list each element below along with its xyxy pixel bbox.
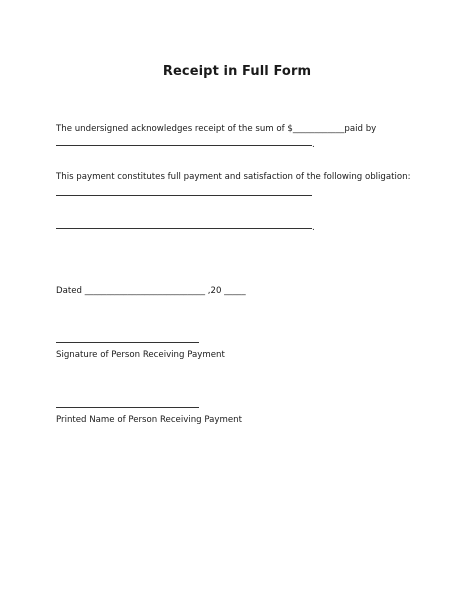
acknowledgement-text: The undersigned acknowledges receipt of the sum of $____________paid by — [56, 124, 377, 134]
dated-field: Dated ____________________________ ,20 _____ — [56, 286, 246, 296]
printed-name-line — [56, 407, 199, 408]
signature-label: Signature of Person Receiving Payment — [56, 350, 225, 360]
printed-name-label: Printed Name of Person Receiving Payment — [56, 415, 242, 425]
page-title: Receipt in Full Form — [162, 64, 312, 79]
obligation-line-2 — [56, 228, 312, 229]
paid-by-line-end: . — [312, 140, 315, 150]
obligation-text: This payment constitutes full payment and satisfaction of the following obligation: — [56, 172, 411, 182]
paid-by-line — [56, 145, 312, 146]
obligation-line-1 — [56, 195, 312, 196]
signature-line — [56, 342, 199, 343]
obligation-line-2-end: . — [312, 223, 315, 233]
